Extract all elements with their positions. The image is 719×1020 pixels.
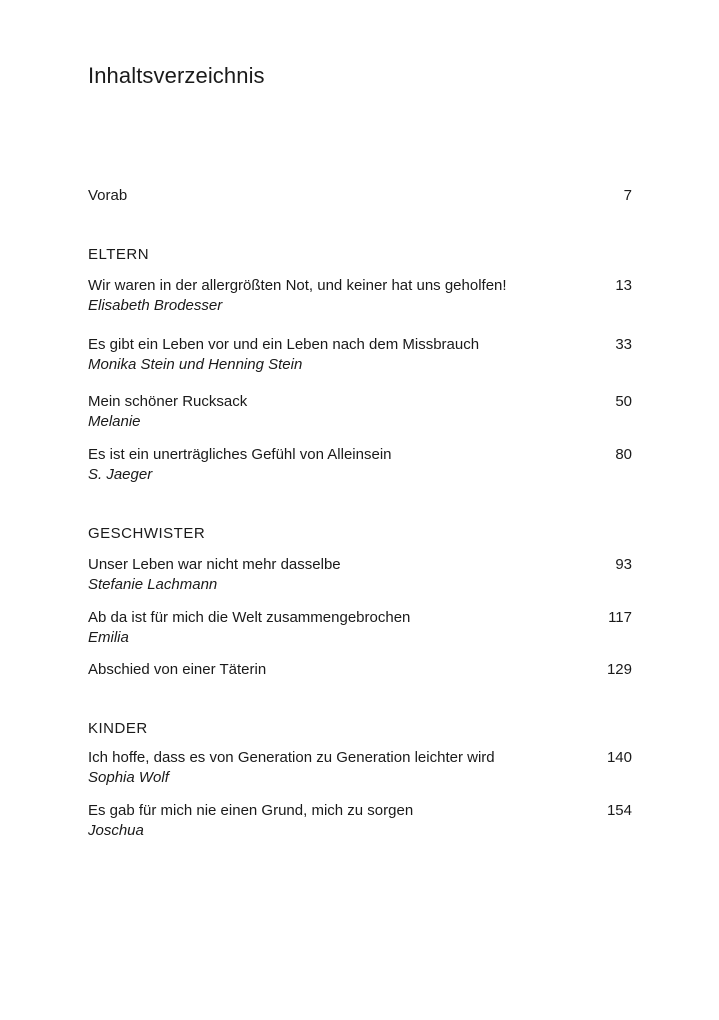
entry-title: Es gab für mich nie einen Grund, mich zu sorgen bbox=[88, 802, 414, 819]
toc-entry[interactable] bbox=[88, 660, 632, 680]
entry-title: Abschied von einer Täterin bbox=[88, 661, 267, 678]
entry-page: 33 bbox=[615, 336, 632, 353]
entry-title: Vorab bbox=[88, 187, 128, 204]
entry-title: Mein schöner Rucksack bbox=[88, 393, 248, 410]
entry-title: Es ist ein unerträgliches Gefühl von Alleinsein bbox=[88, 446, 392, 463]
toc-entry[interactable] bbox=[88, 748, 632, 788]
toc-entry[interactable] bbox=[88, 392, 632, 432]
entry-title: Wir waren in der allergrößten Not, und keiner hat uns geholfen! bbox=[88, 277, 507, 294]
entry-author: Elisabeth Brodesser bbox=[88, 297, 223, 314]
entry-page: 93 bbox=[615, 556, 632, 573]
entry-page: 7 bbox=[623, 187, 632, 204]
toc-entry-vorab[interactable] bbox=[88, 186, 632, 206]
section-heading-kinder: KINDER bbox=[88, 720, 148, 737]
entry-author: Joschua bbox=[88, 822, 144, 839]
toc-entry[interactable] bbox=[88, 276, 632, 316]
entry-page: 154 bbox=[606, 802, 632, 819]
entry-author: Monika Stein und Henning Stein bbox=[88, 356, 303, 373]
entry-page: 50 bbox=[615, 393, 632, 410]
entry-title: Es gibt ein Leben vor und ein Leben nach dem Missbrauch bbox=[88, 336, 480, 353]
toc-entry[interactable] bbox=[88, 335, 632, 375]
entry-title: Unser Leben war nicht mehr dasselbe bbox=[88, 556, 341, 573]
entry-author: Emilia bbox=[88, 629, 129, 646]
entry-page: 129 bbox=[606, 661, 632, 678]
toc-entry[interactable] bbox=[88, 801, 632, 841]
entry-author: Sophia Wolf bbox=[88, 769, 169, 786]
entry-page: 117 bbox=[608, 609, 632, 626]
page-title: Inhaltsverzeichnis bbox=[88, 63, 265, 88]
entry-page: 80 bbox=[615, 446, 632, 463]
section-heading-geschwister: GESCHWISTER bbox=[88, 525, 206, 542]
toc-entry[interactable] bbox=[88, 445, 632, 485]
entry-author: S. Jaeger bbox=[88, 466, 153, 483]
toc-entry[interactable] bbox=[88, 555, 632, 595]
entry-page: 140 bbox=[606, 749, 632, 766]
toc-entry[interactable] bbox=[88, 608, 632, 648]
entry-title: Ich hoffe, dass es von Generation zu Generation leichter wird bbox=[88, 749, 495, 766]
entry-page: 13 bbox=[615, 277, 632, 294]
entry-author: Stefanie Lachmann bbox=[88, 576, 218, 593]
entry-title: Ab da ist für mich die Welt zusammengebrochen bbox=[88, 609, 411, 626]
entry-author: Melanie bbox=[88, 413, 141, 430]
section-heading-eltern: ELTERN bbox=[88, 246, 150, 263]
